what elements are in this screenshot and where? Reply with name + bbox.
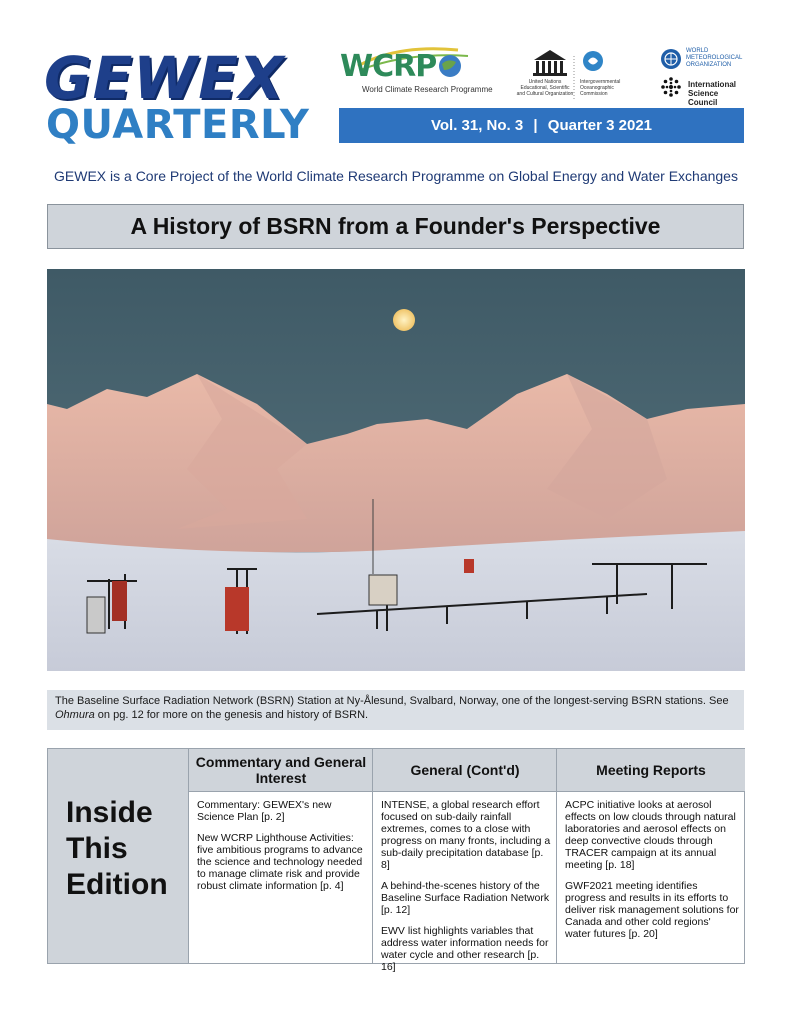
column-body	[197, 799, 367, 901]
column-body	[565, 799, 739, 949]
issue-bar	[339, 108, 744, 143]
isc-caption: International Science Council	[688, 80, 737, 107]
contents-item[interactable]: A behind-the-scenes history of the Baseline Surface Radiation Network [p. 12]	[381, 880, 550, 916]
column-general	[372, 749, 557, 973]
wcrp-subtitle: World Climate Research Programme	[362, 85, 493, 94]
inside-this-edition-table	[47, 748, 745, 973]
ioc-globe-icon	[582, 50, 604, 72]
headline-banner	[47, 204, 744, 249]
caption-author: Ohmura	[55, 709, 95, 721]
contents-item[interactable]: GWF2021 meeting identifies progress and results in its efforts to deliver risk management solutions for Canada and other cold regions' water futures [p. 20]	[565, 880, 739, 940]
column-heading: General (Cont'd)	[373, 749, 557, 792]
wmo-caption: WORLD METEOROLOGICAL ORGANIZATION	[686, 48, 743, 68]
column-heading: Meeting Reports	[557, 749, 745, 792]
wcrp-logo-text: WCRP	[340, 49, 437, 84]
column-heading: Commentary and General Interest	[189, 749, 373, 792]
contents-item[interactable]: Commentary: GEWEX's new Science Plan [p. 2]	[197, 799, 332, 823]
issue-separator: |	[533, 117, 538, 134]
tagline: GEWEX is a Core Project of the World Climate Research Programme on Global Energy and Water Exchanges	[54, 168, 738, 184]
contents-item[interactable]: INTENSE, a global research effort focused on sub-daily rainfall extremes, comes to a close with progress on many fronts, including a sub-daily precipitation database [p. 8]	[381, 799, 551, 871]
page-title: A History of BSRN from a Founder's Perspective	[130, 213, 661, 239]
issue-quarter: Quarter 3 2021	[547, 117, 653, 134]
inside-title-cell	[48, 749, 188, 963]
isc-dots-icon	[660, 76, 682, 98]
quarterly-logo: QUARTERLY	[46, 102, 310, 148]
photo-caption	[55, 694, 736, 722]
issue-volume: Vol. 31, No. 3	[430, 117, 524, 134]
gewex-logo: GEWEX	[44, 44, 285, 112]
caption-text-after: on pg. 12 for more on the genesis and history of BSRN.	[94, 709, 369, 721]
contents-item[interactable]: EWV list highlights variables that address water information needs for water cycle and other research [p. 16]	[381, 925, 549, 973]
caption-text-before: The Baseline Surface Radiation Network (BSRN) Station at Ny-Ålesund, Svalbard, Norway, one of the longest-serving BSRN stations. See	[55, 695, 729, 707]
ioc-caption: Intergovernmental Oceanographic Commission	[580, 79, 621, 97]
column-body	[381, 799, 551, 982]
inside-title: Inside This Edition	[66, 796, 168, 901]
arctic-station-photo	[47, 269, 745, 671]
unesco-caption: United Nations Educational, Scientific and Cultural Organization	[516, 79, 574, 97]
column-meeting-reports	[556, 749, 745, 963]
contents-item[interactable]: New WCRP Lighthouse Activities: five ambitious programs to advance the science and technology needed to manage climate risk and provide robust climate information [p. 4]	[197, 832, 363, 892]
contents-item[interactable]: ACPC initiative looks at aerosol effects on low clouds through natural laboratories and aerosol effects on deep convective clouds through TRACER campaign at its annual meeting [p. 18]	[565, 799, 736, 871]
photo-caption-box	[47, 690, 744, 730]
wmo-emblem-icon	[660, 48, 682, 70]
column-commentary	[188, 749, 373, 963]
